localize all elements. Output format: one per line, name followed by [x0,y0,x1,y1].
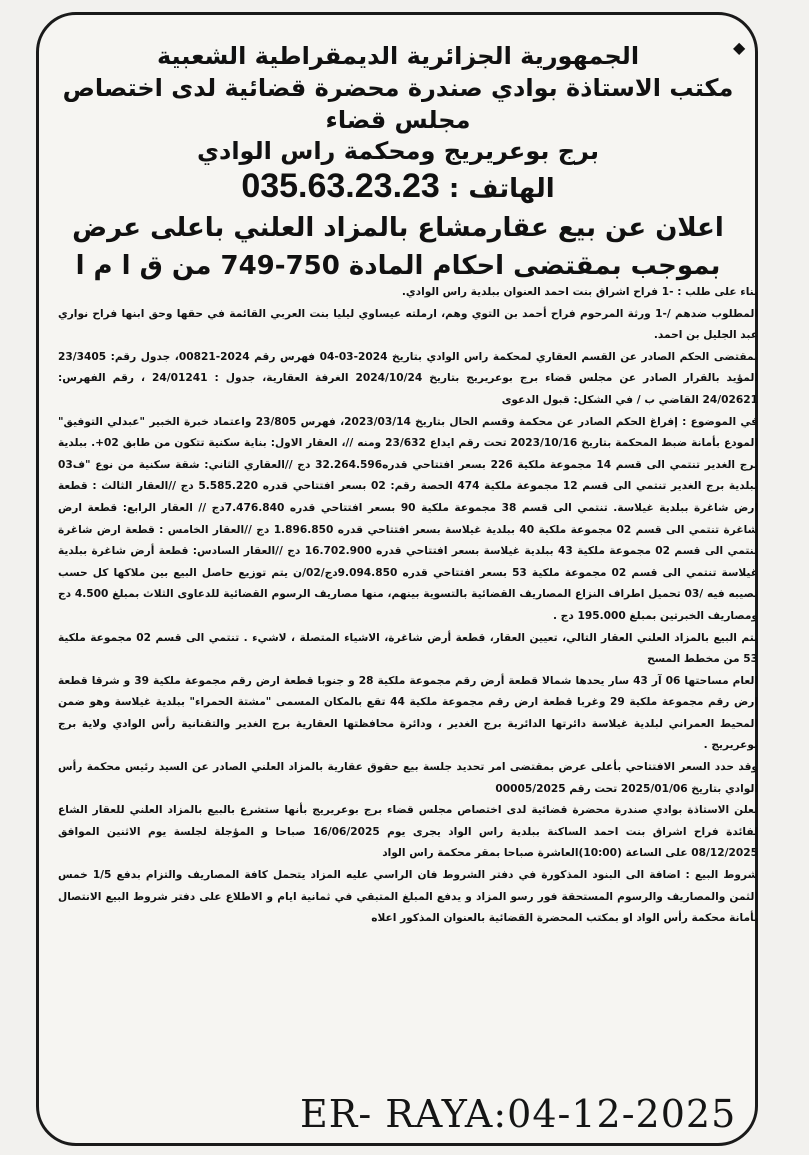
judgment-paragraph: بمقتضى الحكم الصادر عن القسم العقاري لمحكمة راس الوادي بتاريخ 2024-03-04 فهرس رقم 2024-00821، جدول رقم: 23/3405 المؤيد بالقرار الصادر عن مجلس قضاء برج بوعريريج بتاريخ 2024/10/24 الغرفة العقارية، جدول : 24/01241 ، رقم الفهرس: 24/02621 القاضي ب / في الشكل: قبول الدعوى [58,350,759,406]
notice-header [58,40,738,285]
newspaper-footer: ER- RAYA:04-12-2025 [300,1092,737,1136]
office-title: مكتب الاستاذة بوادي صندرة محضرة قضائية لدى اختصاص مجلس قضاء [62,74,734,134]
phone-number: 035.63.23.23 [241,167,440,205]
jurisdiction-title: برج بوعريريج ومحكمة راس الوادي [197,137,599,165]
boundaries-paragraph: العام مساحتها 06 آر 43 سار يحدها شمالا قطعة أرض رقم مجموعة ملكية 28 و جنوبا قطعة ارض رقم مجموعة ملكية 39 و شرقا قطعة ارض رقم مجموعة ملكية 29 وغربا قطعة ارض رقم مجموعة ملكية 44 تقع بالمكان المسمى "مشتة الحمراء" ببلدية غيلاسة وهو ضمن المحيط العمراني لبلدية غيلاسة دائرتها الدائرية برج الغدير ، ودائرة محافظتها العقارية برج الغدير والتقنانية رأس الوادي ولاية برج بوعريريج . [58,674,758,752]
applicant-paragraph: بناء على طلب : -1 فراح اشراق بنت احمد العنوان ببلدية راس الوادي. [401,286,758,298]
price-paragraph: وقد حدد السعر الافتتاحي بأعلى عرض بمقتضى امر تحديد جلسة بيع حقوق عقارية بالمزاد العلني الصادر عن السيد رئيس محكمة رأس الوادي بتاريخ 2025/01/06 تحت رقم 00005/2025 [58,761,758,795]
republic-title: الجمهورية الجزائرية الديمقراطية الشعبية [156,42,640,70]
sale-conditions-paragraph: شروط البيع : اضافة الى البنود المذكورة في دفتر الشروط فان الراسي عليه المزاد يتحمل كافة المصاريف والتزام بدفع 1/5 خمس الثمن والمصاريف والرسوم المستحقة فور رسو المزاد و يدفع المبلغ المتبقي في ثمانية ايام و الاطلاع على دفتر شروط البيع الانتصال بأمانة محكمة رأس الواد او بمكتب المحضرة القضائية بالعنوان المذكور اعلاه [58,869,758,925]
defendants-paragraph: المطلوب ضدهم /-1 ورثة المرحوم فراح أحمد بن التوي وهم، ارملته عيساوي ليليا بنت العربي القائمة في حقها وحق ابنها فراح نواري عبد الجليل بن احمد. [58,307,759,342]
phone-label: الهاتف : [448,174,555,204]
phone-line [58,166,738,209]
auction-date-paragraph: تعلن الاستاذة بوادي صندرة محضرة قضائية لدى اختصاص مجلس قضاء برج بوعريريج بأنها ستشرع بالبيع بالمزاد العلني للعقار الشاع لفائدة فراح اشراق بنت احمد الساكنة ببلدية راس الواد يجرى يوم 16/06/2025 صباحا و المؤجلة لجلسة يوم الاثنين الموافق 08/12/2025 على الساعة (10:00)العاشرة صباحا بمقر محكمة راس الواد [58,804,758,860]
announcement-title: اعلان عن بيع عقارمشاع بالمزاد العلني باعلى عرض [72,213,724,243]
subject-paragraph: في الموضوع : إفراغ الحكم الصادر عن محكمة وقسم الحال بتاريخ 2023/03/14، فهرس 23/805 واعتماد خبرة الخبير "عبدلي التوفيق" المودع بأمانة ضبط المحكمة بتاريخ 2023/10/16 تحت رقم ايداع 23/632 ومنه //، العقار الاول: بناية سكنية تتكون من طابق 02+. ببلدية برج الغدير تنتمي الى قسم 14 مجموعة ملكية 226 بسعر افتتاحي قدره32.264.596 دج //العقاري الثاني: شقة سكنية من نوع "ف03 ببلدية برج الغدير تنتمي الى قسم 12 مجموعة ملكية 474 الحصة رقم: 02 بسعر افتتاحي قدره 5.585.220 دج //العقار الثالث : قطعة ارض شاغرة ببلدية غيلاسة. تنتمي الى قسم 38 مجموعة ملكية 90 بسعر افتتاحي قدره 7.476.840دج // العقار الرابع: قطعة ارض شاغرة تنتمي الى قسم 02 مجموعة ملكية 40 ببلدية غيلاسة بسعر افتتاحي قدره 1.896.850 دج //العقار الخامس : قطعة ارض شاغرة تنتمي الى قسم 02 مجموعة ملكية 43 ببلدية غيلاسة بسعر افتتاحي قدره 16.702.900 دج //العقار السادس: قطعة أرض شاغرة ببلدية غيلاسة تنتمي الى قسم 02 مجموعة ملكية 53 بسعر افتتاحي قدره 9.094.850دج/02/ن يتم توزيع حاصل البيع بين ملاكها كل حسب نصيبه فيه /03 تحميل اطراف النزاع المصاريف القضائية بالتسوية بينهم، منها مصاريف الرسوم القضائية للدعاوى الثلاث بمبلغ 4.500 دج ومصاريف الخبرتين بمبلغ 195.000 دج . [58,415,758,622]
legal-basis-title: بموجب بمقتضى احكام المادة 750-749 من ق ا م ا [75,251,721,281]
ink-mark: ◆ [733,38,746,57]
property-paragraph: يتم البيع بالمزاد العلني العقار التالي، تعيين العقار، قطعة أرض شاغرة، الاشياء المتصلة ، لاشيء . تنتمي الى قسم 02 مجموعة ملكية 53 من مخطط المسح [58,631,758,666]
notice-body [58,282,758,930]
